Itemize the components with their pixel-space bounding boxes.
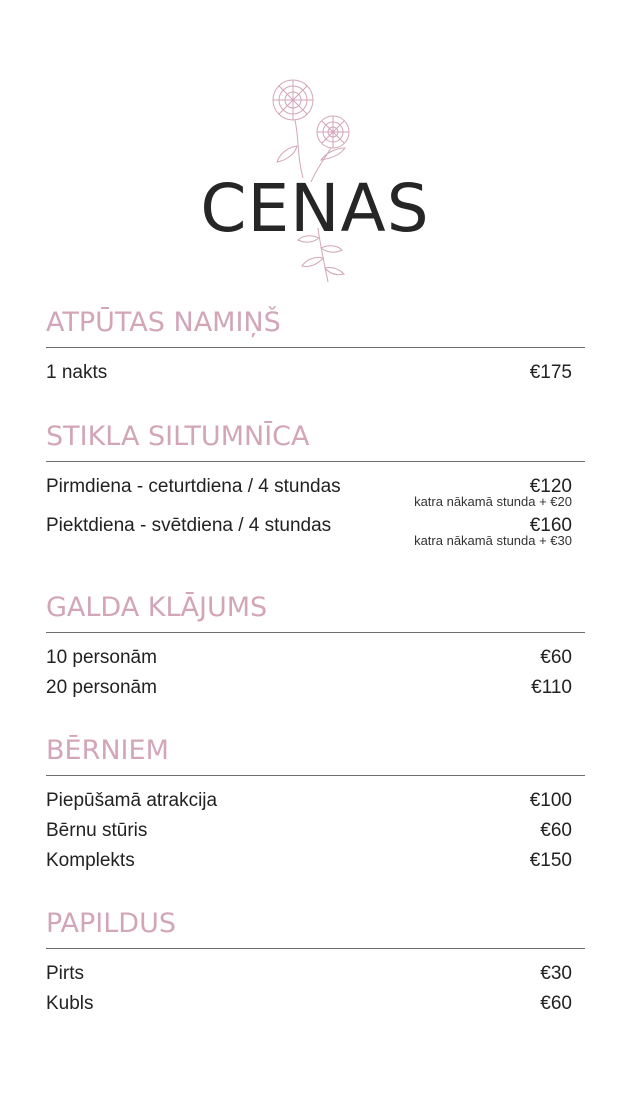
list-item (46, 643, 585, 673)
list-item (46, 959, 585, 989)
list-item (46, 989, 585, 1019)
item-price: €60 (540, 993, 572, 1014)
item-label: Pirmdiena - ceturtdiena / 4 stundas (46, 476, 341, 497)
item-price: €175 (529, 362, 572, 383)
item-label: Kubls (46, 993, 94, 1014)
item-price: €150 (529, 850, 572, 871)
item-price: €110 (531, 677, 572, 698)
list-item (46, 673, 585, 703)
section-title: PAPILDUS (46, 906, 585, 949)
item-label: Piepūšamā atrakcija (46, 790, 218, 811)
section-title: ATPŪTAS NAMIŅŠ (46, 305, 585, 348)
list-item (46, 358, 585, 388)
list-item (46, 786, 585, 816)
item-label: Pirts (46, 963, 84, 984)
list-item (46, 816, 585, 846)
item-price: €160 (529, 515, 572, 536)
item-price: €120 (529, 476, 572, 497)
item-note: katra nākamā stunda + €20 (414, 494, 572, 509)
section-title: STIKLA SILTUMNĪCA (46, 419, 585, 462)
item-label: Bērnu stūris (46, 820, 148, 841)
section-title: GALDA KLĀJUMS (46, 590, 585, 633)
page-title: CENAS (200, 170, 430, 247)
item-note: katra nākamā stunda + €30 (414, 533, 572, 548)
item-label: 1 nakts (46, 362, 108, 383)
page-header (0, 0, 630, 300)
section-papildus (46, 906, 585, 1019)
item-label: Komplekts (46, 850, 135, 871)
section-galda-klajums (46, 590, 585, 703)
section-stikla-siltumnica (46, 419, 585, 550)
item-price: €100 (529, 790, 572, 811)
item-price: €60 (540, 647, 572, 668)
section-berniem (46, 733, 585, 876)
list-item (46, 846, 585, 876)
leaf-sprig-icon (288, 226, 348, 284)
item-label: 10 personām (46, 647, 157, 668)
item-price: €30 (540, 963, 572, 984)
item-price: €60 (540, 820, 572, 841)
section-atputas-namins (46, 305, 585, 388)
section-title: BĒRNIEM (46, 733, 585, 776)
item-label: Piektdiena - svētdiena / 4 stundas (46, 515, 332, 536)
item-label: 20 personām (46, 677, 157, 698)
